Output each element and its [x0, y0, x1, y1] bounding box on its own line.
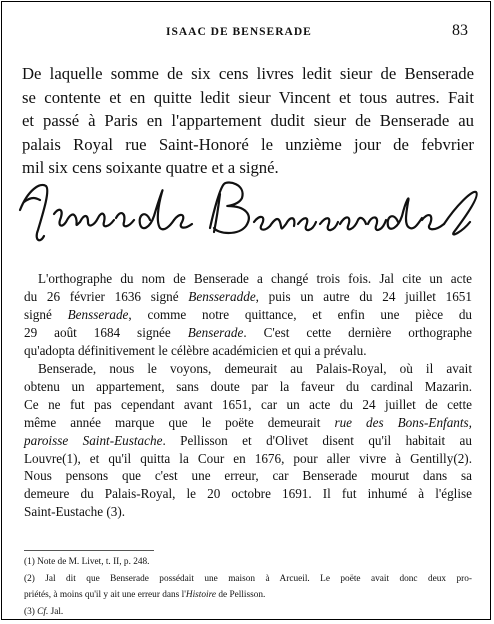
text-line: Saint-Eustache (3). [24, 504, 126, 520]
footnote-3: (3) Cf. Jal. [24, 606, 64, 617]
text-line: demeure du Palais-Royal, le 20 octobre 1691. Il fut inhumé à l'église [24, 486, 472, 502]
text-line: palais Royal rue Saint-Honoré le unzième jour de febvrier [22, 134, 474, 154]
text-line: même année marque que le poëte demeurait rue des Bons-Enfants, [24, 414, 472, 430]
text-line: du 26 février 1636 signé Bensseradde, puis un autre du 24 juillet 1651 [24, 288, 472, 304]
text-line: paroisse Saint-Eustache. Pellisson et d'Olivet disent qu'il habitait au [24, 432, 473, 448]
footnote-2-continued: priétés, à moins qu'il y ait une erreur dans l'Histoire de Pellisson. [24, 590, 266, 600]
text-line: mil six cens soixante quatre et a signé. [22, 158, 279, 177]
text-line: Nous pensons que c'est une erreur, car Benserade mourut dans sa [24, 468, 472, 484]
text-line: L'orthographe du nom de Benserade a changé trois fois. Jal cite un acte [38, 271, 472, 286]
quittance-text [22, 62, 474, 180]
text-line: Ce ne fut pas cependant avant 1651, car un acte du 24 juillet de cette [24, 396, 472, 412]
footnote-1: (1) Note de M. Livet, t. II, p. 248. [24, 557, 150, 567]
text-line: obtenu un appartement, sans doute par la faveur du cardinal Mazarin. [24, 378, 472, 394]
page-number: 83 [452, 22, 468, 39]
text-line: signé Bensserade, comme notre quittance, et enfin une pièce du [24, 306, 473, 322]
commentary-paragraph-2 [24, 360, 472, 521]
text-line: Louvre(1), et qu'il quitta la Cour en 1676, pour aller vivre à Gentilly(2). [24, 450, 472, 466]
text-line: De laquelle somme de six cens livres ledit sieur de Benserade [22, 64, 474, 83]
handwritten-signature [14, 170, 480, 258]
footnote-2: (2) Jal dit que Benserade possédait une maison à Arcueil. Le poëte avait donc deux pro- [24, 573, 472, 584]
commentary-paragraph-1 [24, 270, 472, 360]
footnote-divider [24, 550, 154, 551]
running-head: ISAAC DE BENSERADE [166, 26, 312, 38]
book-page [1, 1, 491, 620]
text-line: et passé à Paris en l'appartement dudit sieur de Benserade au [22, 111, 474, 130]
text-line: 29 août 1684 signée Benserade. C'est cette dernière orthographe [24, 324, 472, 340]
footnotes [24, 554, 472, 620]
text-line: qu'adopta définitivement le célèbre académicien et qui a prévalu. [24, 342, 367, 358]
text-line: Benserade, nous le voyons, demeurait au Palais-Royal, où il avait [38, 361, 472, 376]
text-line: se contente et en quitte ledit sieur Vincent et tous autres. Fait [22, 87, 474, 107]
